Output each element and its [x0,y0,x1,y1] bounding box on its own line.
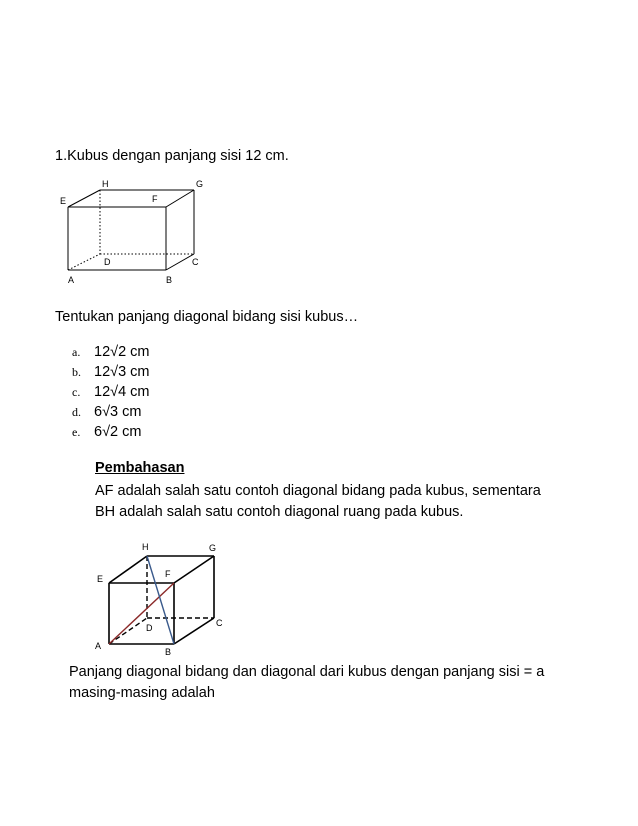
fig2-label-g: G [209,543,217,553]
option-c-letter: c. [72,385,81,399]
fig2-label-a: A [95,641,102,651]
fig2-label-e: E [97,574,104,584]
option-e-letter: e. [72,425,81,439]
fig1-label-f: F [152,194,158,204]
discussion-line-1: AF adalah salah satu contoh diagonal bidang pada kubus, sementara [95,483,541,499]
fig1-label-d: D [104,257,111,267]
discussion-heading: Pembahasan [95,460,185,476]
option-d-text: 6√3 cm [94,404,142,420]
fig2-label-d: D [146,623,153,633]
fig1-label-g: G [196,179,204,189]
option-b-letter: b. [72,365,81,379]
closing-line-2: masing-masing adalah [69,685,215,701]
question-prompt: Tentukan panjang diagonal bidang sisi kubus… [55,309,359,325]
fig1-label-b: B [166,275,173,285]
question-stem: 1.Kubus dengan panjang sisi 12 cm. [55,148,289,164]
discussion-line-2: BH adalah salah satu contoh diagonal ruang pada kubus. [95,504,464,520]
option-d-letter: d. [72,405,81,419]
cube-figure-2 [92,540,242,660]
fig1-label-a: A [68,275,75,285]
fig2-label-b: B [165,647,172,657]
fig1-label-h: H [102,179,109,189]
closing-line-1: Panjang diagonal bidang dan diagonal dari kubus dengan panjang sisi = a [69,664,545,680]
fig1-label-e: E [60,196,67,206]
option-b-text: 12√3 cm [94,364,150,380]
fig2-label-h: H [142,542,149,552]
fig2-label-c: C [216,618,223,628]
cube-figure-1 [58,178,218,288]
option-e-text: 6√2 cm [94,424,142,440]
fig2-label-f: F [165,569,171,579]
fig1-label-c: C [192,257,199,267]
option-a-letter: a. [72,345,81,359]
option-a-text: 12√2 cm [94,344,150,360]
option-c-text: 12√4 cm [94,384,150,400]
